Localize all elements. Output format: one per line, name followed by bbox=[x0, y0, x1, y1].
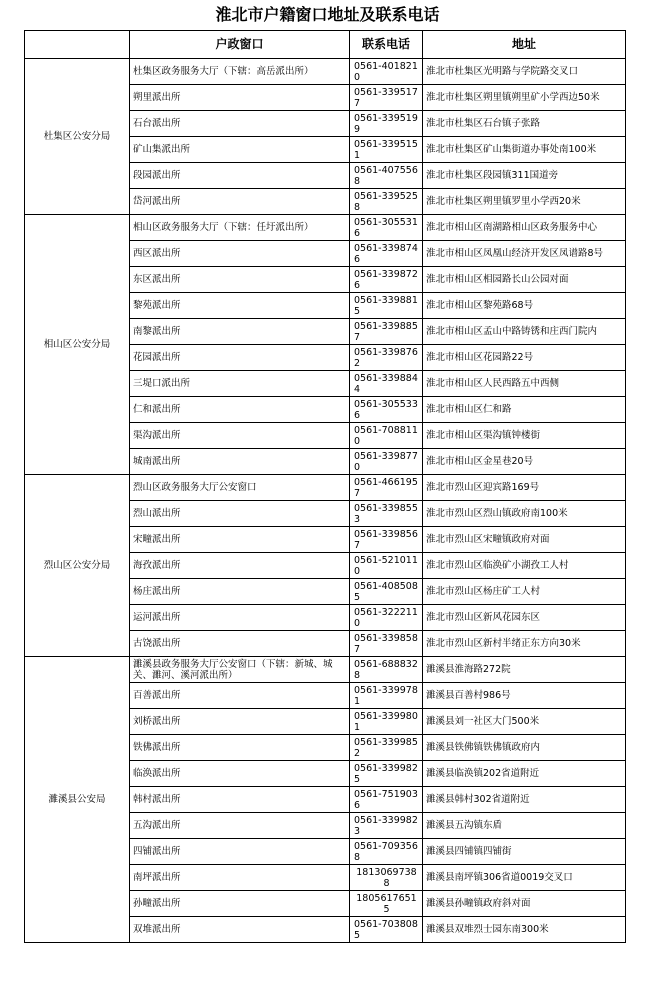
district-cell: 濉溪县公安局 bbox=[25, 657, 130, 943]
phone-cell: 0561-6888328 bbox=[350, 657, 423, 683]
address-cell: 淮北市烈山区迎宾路169号 bbox=[423, 475, 626, 501]
phone-cell: 0561-3399781 bbox=[350, 683, 423, 709]
phone-cell: 0561-3055316 bbox=[350, 215, 423, 241]
address-cell: 淮北市相山区孟山中路铸锈和庄西门院内 bbox=[423, 319, 626, 345]
contact-table bbox=[24, 30, 626, 943]
address-cell: 淮北市相山区渠沟镇钟楼街 bbox=[423, 423, 626, 449]
address-cell: 濉溪县孙疃镇政府斜对面 bbox=[423, 891, 626, 917]
address-cell: 淮北市相山区花园路22号 bbox=[423, 345, 626, 371]
phone-cell: 0561-3395151 bbox=[350, 137, 423, 163]
window-cell: 古饶派出所 bbox=[130, 631, 350, 657]
window-cell: 石台派出所 bbox=[130, 111, 350, 137]
district-cell: 相山区公安分局 bbox=[25, 215, 130, 475]
header-district bbox=[25, 31, 130, 59]
window-cell: 五沟派出所 bbox=[130, 813, 350, 839]
phone-cell: 0561-3398857 bbox=[350, 319, 423, 345]
phone-cell: 0561-3399823 bbox=[350, 813, 423, 839]
phone-cell: 0561-3398567 bbox=[350, 527, 423, 553]
phone-cell: 0561-3395177 bbox=[350, 85, 423, 111]
window-cell: 四铺派出所 bbox=[130, 839, 350, 865]
address-cell: 濉溪县双堆烈士园东南300米 bbox=[423, 917, 626, 943]
phone-cell: 0561-4085085 bbox=[350, 579, 423, 605]
address-cell: 淮北市相山区仁和路 bbox=[423, 397, 626, 423]
address-cell: 濉溪县刘一社区大门500米 bbox=[423, 709, 626, 735]
window-cell: 花园派出所 bbox=[130, 345, 350, 371]
address-cell: 淮北市烈山区新村半绪正东方向30米 bbox=[423, 631, 626, 657]
window-cell: 海孜派出所 bbox=[130, 553, 350, 579]
window-cell: 南坪派出所 bbox=[130, 865, 350, 891]
phone-cell: 0561-7519036 bbox=[350, 787, 423, 813]
window-cell: 杨庄派出所 bbox=[130, 579, 350, 605]
address-cell: 淮北市杜集区朔里镇朔里矿小学西边50米 bbox=[423, 85, 626, 111]
window-cell: 烈山派出所 bbox=[130, 501, 350, 527]
window-cell: 东区派出所 bbox=[130, 267, 350, 293]
phone-cell: 0561-3399801 bbox=[350, 709, 423, 735]
window-cell: 濉溪县政务服务大厅公安窗口（下辖：新城、城关、濉河、溪河派出所） bbox=[130, 657, 350, 683]
address-cell: 濉溪县南坪镇306省道0019交叉口 bbox=[423, 865, 626, 891]
window-cell: 矿山集派出所 bbox=[130, 137, 350, 163]
phone-cell: 0561-7093568 bbox=[350, 839, 423, 865]
table-row bbox=[25, 215, 626, 241]
table-body bbox=[25, 59, 626, 943]
address-cell: 濉溪县铁佛镇铁佛镇政府内 bbox=[423, 735, 626, 761]
window-cell: 朔里派出所 bbox=[130, 85, 350, 111]
window-cell: 临涣派出所 bbox=[130, 761, 350, 787]
window-cell: 段园派出所 bbox=[130, 163, 350, 189]
address-cell: 淮北市烈山区烈山镇政府南100米 bbox=[423, 501, 626, 527]
address-cell: 淮北市杜集区段园镇311国道旁 bbox=[423, 163, 626, 189]
address-cell: 淮北市烈山区新风花园东区 bbox=[423, 605, 626, 631]
phone-cell: 0561-3398762 bbox=[350, 345, 423, 371]
table-row bbox=[25, 657, 626, 683]
phone-cell: 0561-5210110 bbox=[350, 553, 423, 579]
phone-cell: 0561-3398587 bbox=[350, 631, 423, 657]
window-cell: 铁佛派出所 bbox=[130, 735, 350, 761]
address-cell: 淮北市烈山区杨庄矿工人村 bbox=[423, 579, 626, 605]
address-cell: 濉溪县四铺镇四铺街 bbox=[423, 839, 626, 865]
window-cell: 城南派出所 bbox=[130, 449, 350, 475]
address-cell: 淮北市相山区凤凰山经济开发区凤谱路8号 bbox=[423, 241, 626, 267]
header-phone: 联系电话 bbox=[350, 31, 423, 59]
header-address: 地址 bbox=[423, 31, 626, 59]
address-cell: 淮北市杜集区矿山集街道办事处南100米 bbox=[423, 137, 626, 163]
phone-cell: 0561-3398770 bbox=[350, 449, 423, 475]
address-cell: 淮北市烈山区临涣矿小湖孜工人村 bbox=[423, 553, 626, 579]
phone-cell: 0561-3399852 bbox=[350, 735, 423, 761]
window-cell: 宋疃派出所 bbox=[130, 527, 350, 553]
phone-cell: 0561-3055336 bbox=[350, 397, 423, 423]
address-cell: 濉溪县百善村986号 bbox=[423, 683, 626, 709]
phone-cell: 0561-4661957 bbox=[350, 475, 423, 501]
address-cell: 淮北市烈山区宋疃镇政府对面 bbox=[423, 527, 626, 553]
phone-cell: 0561-3398815 bbox=[350, 293, 423, 319]
phone-cell: 0561-4075568 bbox=[350, 163, 423, 189]
phone-cell: 0561-7038085 bbox=[350, 917, 423, 943]
address-cell: 淮北市杜集区石台镇子张路 bbox=[423, 111, 626, 137]
window-cell: 运河派出所 bbox=[130, 605, 350, 631]
header-window: 户政窗口 bbox=[130, 31, 350, 59]
phone-cell: 0561-3398844 bbox=[350, 371, 423, 397]
window-cell: 仁和派出所 bbox=[130, 397, 350, 423]
phone-cell: 0561-3399825 bbox=[350, 761, 423, 787]
district-cell: 杜集区公安分局 bbox=[25, 59, 130, 215]
window-cell: 相山区政务服务大厅（下辖：任圩派出所） bbox=[130, 215, 350, 241]
phone-cell: 0561-3398726 bbox=[350, 267, 423, 293]
address-cell: 淮北市相山区金星巷20号 bbox=[423, 449, 626, 475]
phone-cell: 0561-3395258 bbox=[350, 189, 423, 215]
address-cell: 淮北市相山区相园路长山公园对面 bbox=[423, 267, 626, 293]
address-cell: 濉溪县五沟镇东盾 bbox=[423, 813, 626, 839]
window-cell: 烈山区政务服务大厅公安窗口 bbox=[130, 475, 350, 501]
phone-cell: 0561-4018210 bbox=[350, 59, 423, 85]
address-cell: 濉溪县临涣镇202省道附近 bbox=[423, 761, 626, 787]
window-cell: 三堤口派出所 bbox=[130, 371, 350, 397]
table-row bbox=[25, 475, 626, 501]
address-cell: 淮北市相山区黎苑路68号 bbox=[423, 293, 626, 319]
window-cell: 岱河派出所 bbox=[130, 189, 350, 215]
phone-cell: 0561-3398553 bbox=[350, 501, 423, 527]
window-cell: 黎苑派出所 bbox=[130, 293, 350, 319]
window-cell: 南黎派出所 bbox=[130, 319, 350, 345]
phone-cell: 0561-3222110 bbox=[350, 605, 423, 631]
address-cell: 濉溪县韩村302省道附近 bbox=[423, 787, 626, 813]
window-cell: 杜集区政务服务大厅（下辖：高岳派出所） bbox=[130, 59, 350, 85]
window-cell: 渠沟派出所 bbox=[130, 423, 350, 449]
window-cell: 百善派出所 bbox=[130, 683, 350, 709]
phone-cell: 18056176515 bbox=[350, 891, 423, 917]
window-cell: 韩村派出所 bbox=[130, 787, 350, 813]
window-cell: 孙疃派出所 bbox=[130, 891, 350, 917]
address-cell: 濉溪县淮海路272院 bbox=[423, 657, 626, 683]
phone-cell: 0561-7088110 bbox=[350, 423, 423, 449]
phone-cell: 0561-3395199 bbox=[350, 111, 423, 137]
phone-cell: 0561-3398746 bbox=[350, 241, 423, 267]
page-title: 淮北市户籍窗口地址及联系电话 bbox=[215, 5, 440, 24]
address-cell: 淮北市相山区人民西路五中西侧 bbox=[423, 371, 626, 397]
district-cell: 烈山区公安分局 bbox=[25, 475, 130, 657]
window-cell: 刘桥派出所 bbox=[130, 709, 350, 735]
address-cell: 淮北市杜集区光明路与学院路交叉口 bbox=[423, 59, 626, 85]
table-header-row bbox=[25, 31, 626, 59]
table-row bbox=[25, 59, 626, 85]
address-cell: 淮北市相山区南湖路相山区政务服务中心 bbox=[423, 215, 626, 241]
phone-cell: 18130697388 bbox=[350, 865, 423, 891]
window-cell: 西区派出所 bbox=[130, 241, 350, 267]
address-cell: 淮北市杜集区朔里镇罗里小学西20米 bbox=[423, 189, 626, 215]
window-cell: 双堆派出所 bbox=[130, 917, 350, 943]
